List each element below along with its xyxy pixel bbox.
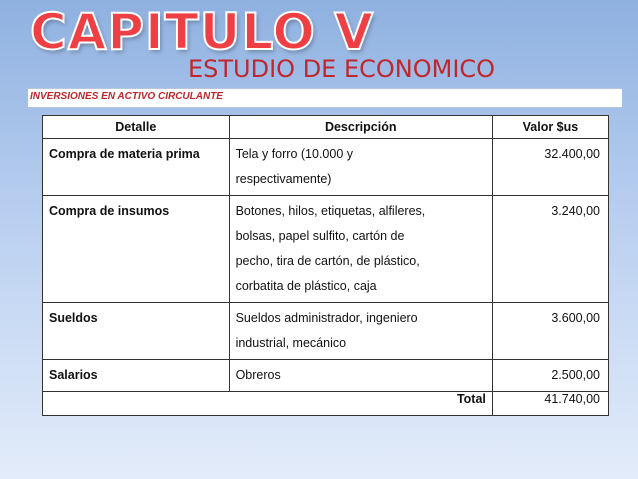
desc-line: pecho, tira de cartón, de plástico, [235,254,420,268]
valor-cell: 3.240,00 [492,196,608,303]
desc-line: Sueldos administrador, ingeniero [235,311,418,325]
valor-cell: 3.600,00 [492,303,608,360]
descripcion-cell [229,196,492,303]
investment-table [42,115,609,416]
detalle-cell: Sueldos [43,303,230,360]
desc-line: corbatita de plástico, caja [235,279,377,293]
desc-line: industrial, mecánico [235,336,347,350]
table-header-row [43,116,609,139]
desc-line: Botones, hilos, etiquetas, alfileres, [235,204,426,218]
header-valor: Valor $us [492,116,608,139]
section-label: INVERSIONES EN ACTIVO CIRCULANTE [30,91,223,102]
table-row [43,303,609,360]
total-label: Total [43,392,493,416]
desc-line: bolsas, papel sulfito, cartón de [235,229,405,243]
descripcion-cell [229,360,492,392]
valor-cell: 32.400,00 [492,139,608,196]
table-row [43,139,609,196]
desc-line: Obreros [235,368,281,382]
desc-line: respectivamente) [235,172,332,186]
slide-title: CAPITULO V [30,3,375,61]
total-row [43,392,609,416]
detalle-cell: Compra de materia prima [43,139,230,196]
section-band [28,88,622,108]
descripcion-cell [229,303,492,360]
descripcion-cell [229,139,492,196]
detalle-cell: Salarios [43,360,230,392]
desc-line: Tela y forro (10.000 y [235,147,353,161]
table-row [43,196,609,303]
header-descripcion: Descripción [229,116,492,139]
valor-cell: 2.500,00 [492,360,608,392]
slide-subtitle: ESTUDIO DE ECONOMICO [188,55,496,83]
header-detalle: Detalle [43,116,230,139]
detalle-cell: Compra de insumos [43,196,230,303]
total-value: 41.740,00 [492,392,608,416]
table-row [43,360,609,392]
